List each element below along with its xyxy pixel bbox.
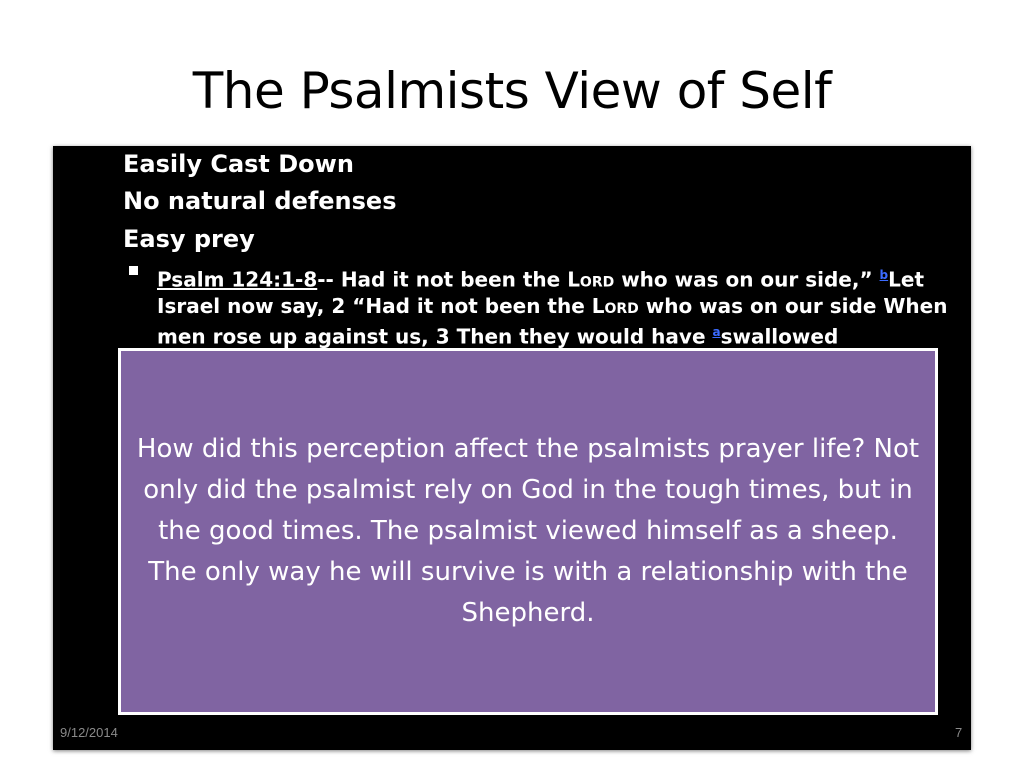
page-number: 7 — [955, 725, 963, 740]
verse-text: -- Had it not been the — [317, 267, 568, 292]
list-item-easy-prey: Easy prey — [123, 225, 255, 253]
verse-lord: Lord — [591, 293, 639, 318]
footnote-link-b[interactable]: b — [879, 268, 889, 282]
verse-text: swallowed — [720, 324, 839, 349]
overlay-text: How did this perception affect the psalmists prayer life? Not only did the psalmist rely on God in the tough times, but in the good times. The psalmist viewed himself as a sheep. The only way he will survive is with a relationship with the Shepherd. — [136, 434, 920, 628]
verse-text: Let Israel now say, 2 “Had it not been the — [157, 267, 925, 318]
slide-title: The Psalmists View of Self — [192, 62, 832, 120]
psalm-reference-link[interactable]: Psalm 124:1-8 — [157, 267, 318, 292]
footer-date: 9/12/2014 — [60, 725, 118, 740]
list-item-no-defenses: No natural defenses — [123, 187, 397, 215]
square-bullet-icon — [129, 266, 138, 275]
verse-text: who was on our side,” — [614, 267, 880, 292]
verse-text: who was on our side When men rose up against us, 3 Then they would have — [157, 293, 948, 349]
verse-lord: Lord — [567, 267, 615, 292]
list-item-cast-down: Easily Cast Down — [123, 150, 354, 178]
question-overlay-box — [118, 348, 938, 715]
psalm-verse — [157, 262, 957, 349]
footnote-link-a[interactable]: a — [712, 324, 721, 339]
